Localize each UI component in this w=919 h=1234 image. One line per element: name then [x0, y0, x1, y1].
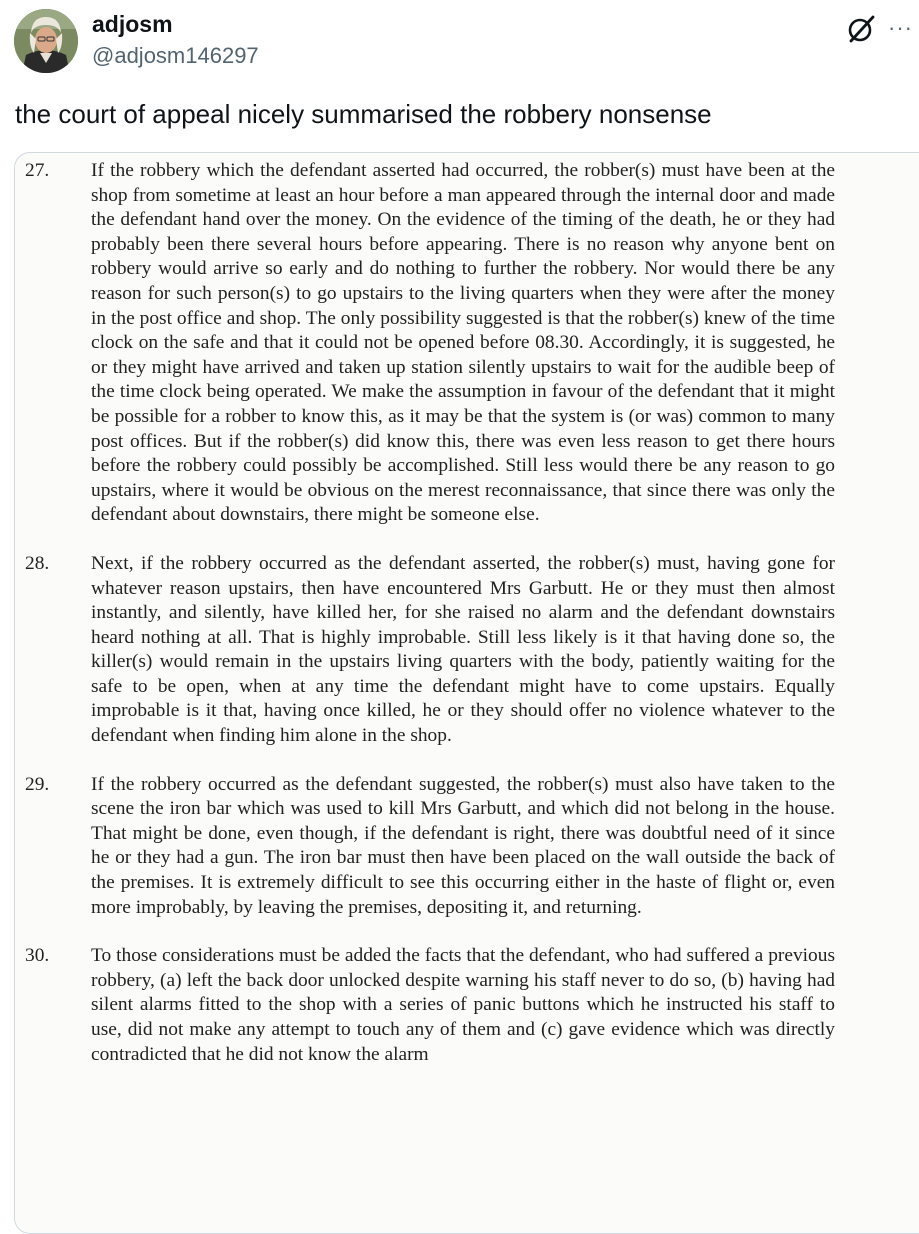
- post-text: the court of appeal nicely summarised the robbery nonsense: [15, 99, 712, 129]
- paragraph-text: If the robbery which the defendant asserted had occurred, the robber(s) must have been at the shop from sometime at least an hour before a man appeared through the internal door and made the defendant hand over the money. On the evidence of the timing of the death, he or they had probably been there several hours before appearing. There is no reason why anyone bent on robbery would arrive so early and do nothing to further the robbery. Nor would there be any reason for such person(s) to go upstairs to the living quarters when they were after the money in the post office and shop. The only possibility suggested is that the robber(s) knew of the time clock on the safe and that it could not be opened before 08.30. Accordingly, it is suggested, he or they might have arrived and taken up station silently upstairs to wait for the audible beep of the time clock being operated. We make the assumption in favour of the defendant that it might be possible for a robber to know this, as it may be that the system is (or was) common to many post offices. But if the robber(s) did know this, there was even less reason to get there hours before the robbery could possibly be accomplished. Still less would there be any reason to go upstairs, where it would be obvious on the merest reconnaissance, that since there was only the defendant about downstairs, there might be someone else.: [91, 160, 835, 526]
- attached-image[interactable]: [14, 152, 919, 1234]
- paragraph-27: [25, 159, 835, 528]
- paragraph-number: 29.: [25, 773, 50, 795]
- paragraph-number: 28.: [25, 552, 50, 574]
- post-header: [0, 0, 919, 90]
- author-name[interactable]: adjosm: [92, 11, 173, 37]
- paragraph-number: 30.: [25, 945, 50, 967]
- paragraph-28: [25, 552, 835, 749]
- paragraph-number: 27.: [25, 160, 50, 181]
- more-dots-icon[interactable]: ···: [888, 15, 913, 40]
- avatar[interactable]: [14, 9, 78, 73]
- avatar-portrait-icon: [14, 9, 78, 73]
- paragraph-text: If the robbery occurred as the defendant suggested, the robber(s) must also have taken to the scene the iron bar which was used to kill Mrs Garbutt, and which did not belong in the house. That might be done, even though, if the defendant is right, there was doubtful need of it since he or they had a gun. The iron bar must then have been placed on the wall outside the back of the premises. It is extremely difficult to see this occurring either in the haste of flight or, even more improbably, by leaving the premises, depositing it, and returning.: [91, 773, 835, 918]
- judgment-document: [25, 159, 835, 1091]
- paragraph-29: [25, 773, 835, 921]
- paragraph-text: To those considerations must be added the facts that the defendant, who had suffered a previous robbery, (a) left the back door unlocked despite warning his staff never to do so, (b) having had silent alarms fitted to the shop with a series of panic buttons which he instructed his staff to use, did not make any attempt to touch any of them and (c) gave evidence which was directly contradicted that he did not know the alarm: [91, 945, 835, 1065]
- author-handle[interactable]: @adjosm146297: [92, 43, 259, 68]
- grok-icon[interactable]: [846, 14, 876, 44]
- grok-slash-icon: [846, 14, 876, 44]
- paragraph-30: [25, 944, 835, 1067]
- paragraph-text: Next, if the robbery occurred as the defendant asserted, the robber(s) must, having gone for whatever reason upstairs, then have encountered Mrs Garbutt. He or they must then almost instantly, and silently, have killed her, for she raised no alarm and the defendant downstairs heard nothing at all. That is highly improbable. Still less likely is it that having done so, the killer(s) would remain in the upstairs living quarters with the body, patiently waiting for the safe to be open, when at any time the defendant might have to come upstairs. Equally improbable is it that, having once killed, he or they should offer no violence whatever to the defendant when finding him alone in the shop.: [91, 552, 835, 747]
